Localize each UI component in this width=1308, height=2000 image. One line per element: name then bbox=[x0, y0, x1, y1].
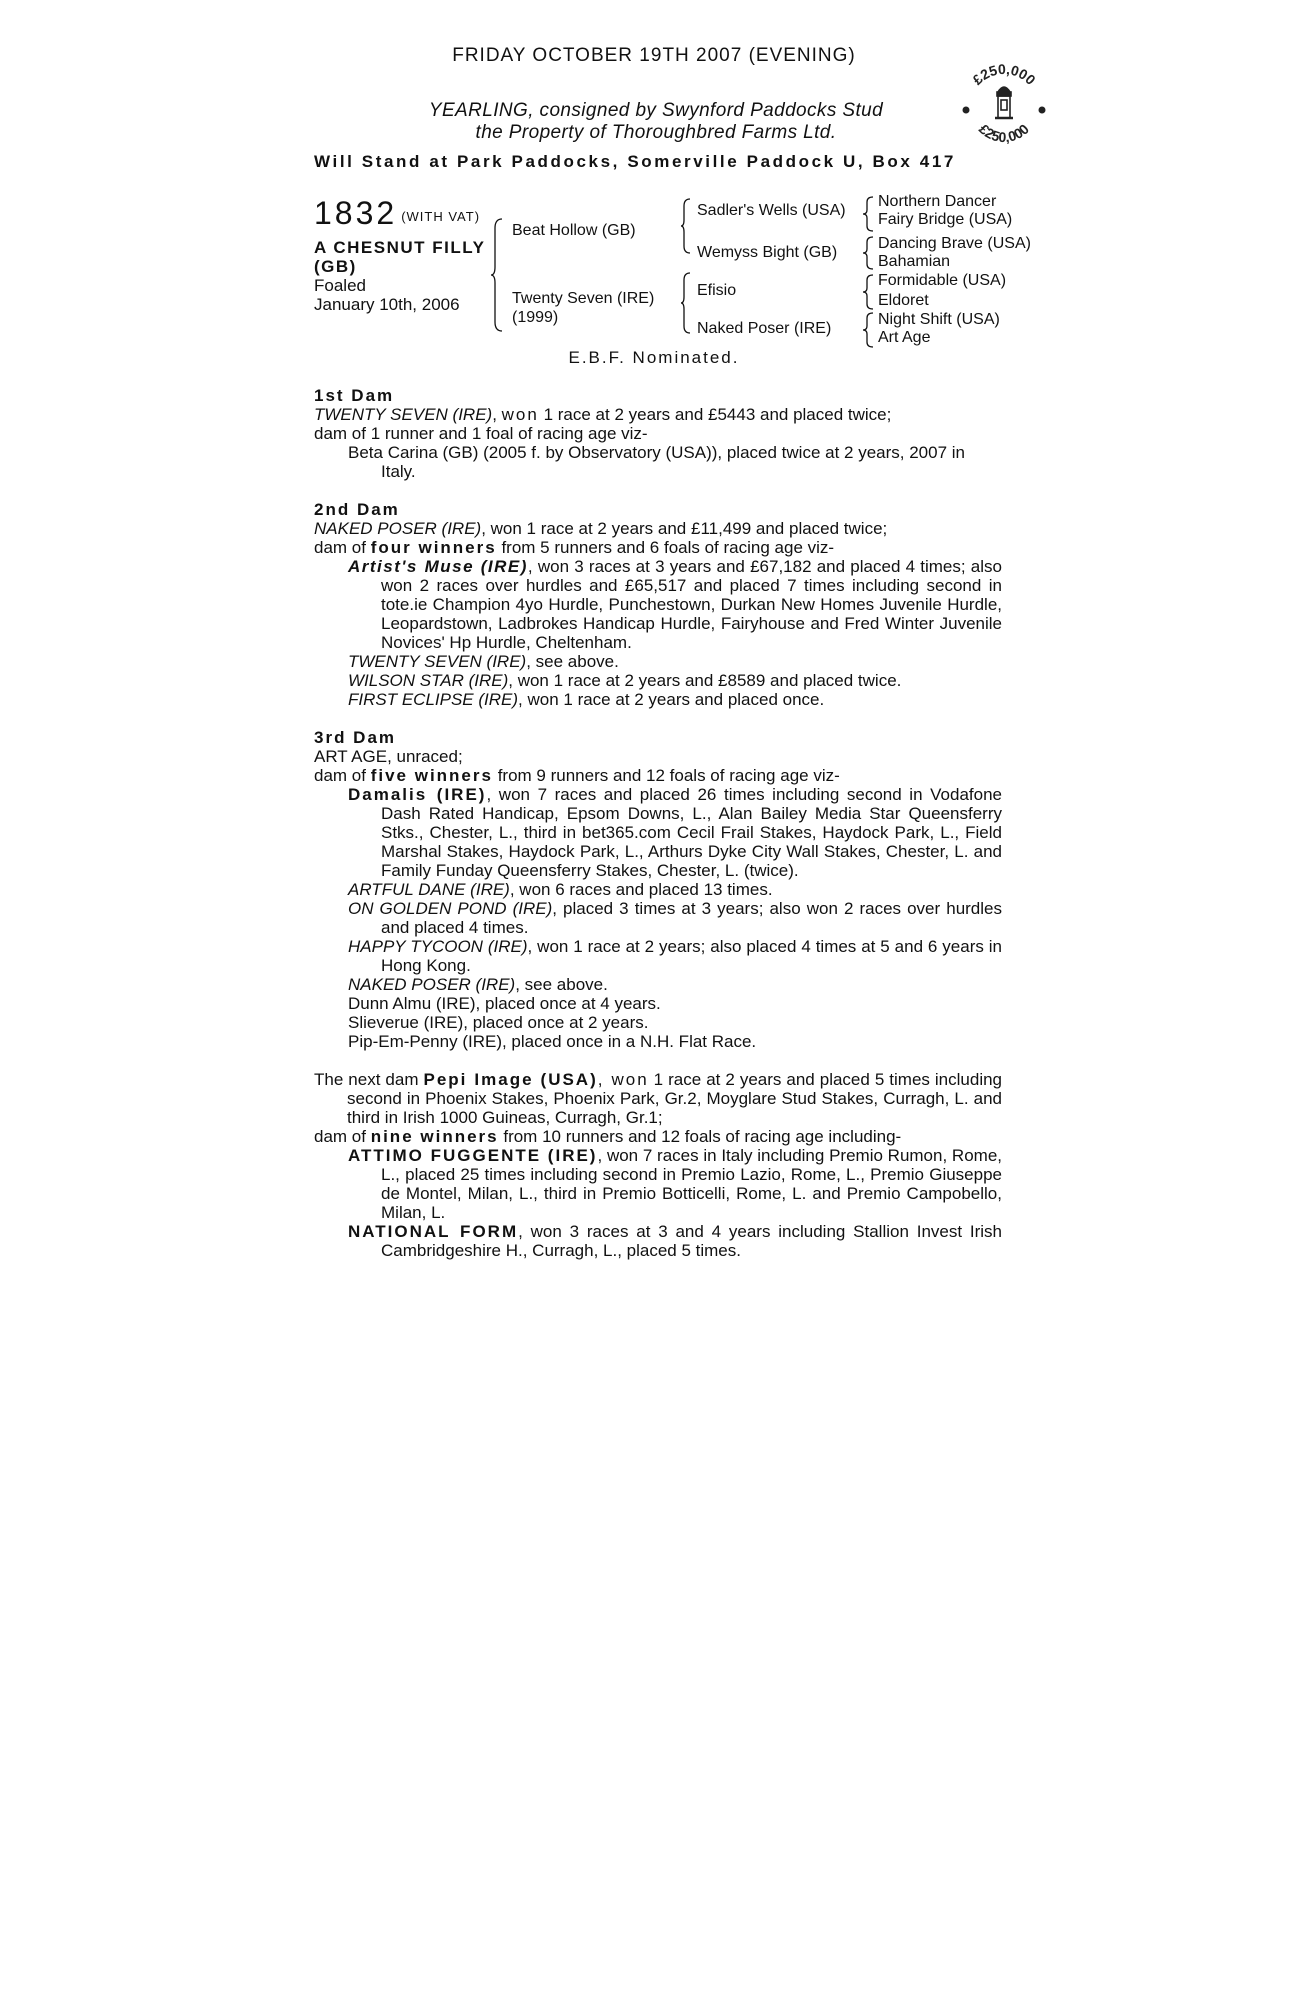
third-dam-progeny-6: Dunn Almu (IRE), placed once at 4 years. bbox=[348, 994, 661, 1013]
first-dam-section bbox=[314, 386, 1002, 481]
price-stamp-seal bbox=[958, 62, 1050, 154]
next-dam-progeny-1 bbox=[314, 1146, 1002, 1222]
pedigree-brace bbox=[680, 198, 692, 254]
progeny-record: , won 6 races and placed 13 times. bbox=[509, 880, 773, 899]
pedigree-g3-6: Eldoret bbox=[878, 292, 929, 309]
stamp-text-bottom: £250,000 bbox=[976, 120, 1032, 146]
progeny-record: , won 7 races and placed 26 times including second in Vodafone Dash Rated Handicap, Epsom Downs, L., Alan Bailey Media Star Queensferry Stks., Chester, L., third in bet365.com Cecil Frail Stakes, Haydock Park, L., Field Marshal Stakes, Haydock Park, L., Arthurs Dyke City Wall Stakes, Chester, L. and Family Funday Queensferry Stakes, Chester, L. (twice). bbox=[381, 785, 1002, 880]
pedigree-brace bbox=[862, 236, 875, 270]
produce-prefix: dam of bbox=[314, 538, 371, 557]
second-dam-heading: 2nd Dam bbox=[314, 500, 400, 519]
next-dam-section bbox=[314, 1070, 1002, 1260]
second-dam-progeny-2 bbox=[314, 652, 1002, 671]
third-dam-progeny-4 bbox=[314, 937, 1002, 975]
first-dam-record-text: 1 race at 2 years and £5443 and placed twice; bbox=[538, 405, 892, 424]
first-dam-progeny-1: Beta Carina (GB) (2005 f. by Observatory (USA)), placed twice at 2 years, 2007 in bbox=[348, 443, 965, 462]
third-dam-produce bbox=[314, 766, 1002, 785]
winners-count: five winners bbox=[370, 766, 493, 785]
next-dam-won-word: , won bbox=[597, 1070, 649, 1089]
pedigree-brace bbox=[862, 312, 875, 348]
consignment-line-2: the Property of Thoroughbred Farms Ltd. bbox=[475, 122, 837, 143]
pedigree-dam-year: (1999) bbox=[512, 309, 559, 326]
progeny-record: , won 7 races in Italy including Premio Rumon, Rome, L., placed 25 times including second in Premio Lazio, Rome, L., Premio Giuseppe de Montel, Milan, L., third in Premio Botticelli, Rome, L. and Premio Campobello, Milan, L. bbox=[381, 1146, 1002, 1222]
second-dam-progeny-3 bbox=[314, 671, 1002, 690]
progeny-record: , see above. bbox=[526, 652, 619, 671]
third-dam-section bbox=[314, 728, 1002, 1051]
third-dam-progeny-7: Slieverue (IRE), placed once at 2 years. bbox=[348, 1013, 649, 1032]
pedigree-brace bbox=[862, 274, 875, 310]
progeny-name: ATTIMO FUGGENTE (IRE) bbox=[348, 1146, 598, 1165]
pedigree-dam-dam: Naked Poser (IRE) bbox=[697, 320, 832, 337]
second-dam-record bbox=[314, 519, 1002, 538]
horse-breed-origin: (GB) bbox=[314, 257, 357, 276]
stamp-text-top: £250,000 bbox=[969, 62, 1039, 88]
first-dam-produce: dam of 1 runner and 1 foal of racing age viz- bbox=[314, 424, 648, 443]
progeny-record: , placed 3 times at 3 years; also won 2 races over hurdles and placed 4 times. bbox=[381, 899, 1002, 937]
second-dam-progeny-1 bbox=[314, 557, 1002, 652]
progeny-name: WILSON STAR (IRE) bbox=[348, 671, 509, 690]
foaled-date: January 10th, 2006 bbox=[314, 295, 460, 314]
ebf-nomination: E.B.F. Nominated. bbox=[568, 348, 740, 367]
progeny-name: FIRST ECLIPSE (IRE) bbox=[348, 690, 519, 709]
third-dam-heading: 3rd Dam bbox=[314, 728, 397, 747]
second-dam-record-text: , won 1 race at 2 years and £11,499 and placed twice; bbox=[481, 519, 888, 538]
second-dam-progeny-4 bbox=[314, 690, 1002, 709]
consignment-line-1: YEARLING, consigned by Swynford Paddocks Stud bbox=[428, 100, 884, 121]
pedigree-g3-8: Art Age bbox=[878, 329, 931, 346]
pedigree-brace bbox=[862, 196, 875, 232]
third-dam-name: ART AGE, unraced; bbox=[314, 747, 463, 766]
pedigree-brace bbox=[490, 218, 504, 332]
produce-prefix: dam of bbox=[314, 766, 371, 785]
produce-prefix: dam of bbox=[314, 1127, 371, 1146]
next-dam-prefix: The next dam bbox=[314, 1070, 424, 1089]
pedigree-g3-1: Northern Dancer bbox=[878, 193, 997, 210]
consignment-block bbox=[300, 100, 1012, 144]
next-dam-name: Pepi Image (USA) bbox=[423, 1070, 598, 1089]
progeny-record: , see above. bbox=[515, 975, 608, 994]
first-dam-name: TWENTY SEVEN (IRE) bbox=[314, 405, 493, 424]
next-dam-produce bbox=[314, 1127, 1002, 1146]
pedigree-g3-7: Night Shift (USA) bbox=[878, 311, 1000, 328]
pedigree-dam: Twenty Seven (IRE) bbox=[512, 290, 655, 307]
progeny-record: , won 1 race at 2 years and placed once. bbox=[518, 690, 825, 709]
progeny-name: TWENTY SEVEN (IRE) bbox=[348, 652, 527, 671]
next-dam-record bbox=[314, 1070, 1002, 1127]
pedigree-sire: Beat Hollow (GB) bbox=[512, 222, 636, 239]
bell-tower-icon bbox=[995, 87, 1013, 118]
lot-number: 1832 bbox=[314, 195, 398, 231]
progeny-record: , won 1 race at 2 years and £8589 and placed twice. bbox=[508, 671, 902, 690]
pedigree-brace bbox=[680, 272, 692, 334]
pedigree-dam-sire: Efisio bbox=[697, 282, 737, 299]
first-dam-progeny-1-cont: Italy. bbox=[381, 462, 416, 481]
svg-text:£250,000 bbox=[976, 121, 1032, 146]
progeny-name: Damalis (IRE) bbox=[348, 785, 487, 804]
winners-count: four winners bbox=[370, 538, 497, 557]
progeny-name: NAKED POSER (IRE) bbox=[348, 975, 516, 994]
pedigree-g3-5: Formidable (USA) bbox=[878, 272, 1007, 289]
next-dam-progeny-2 bbox=[314, 1222, 1002, 1260]
second-dam-produce bbox=[314, 538, 1002, 557]
lot-number-row bbox=[314, 196, 485, 230]
progeny-record: , won 3 races at 3 and 4 years including Stallion Invest Irish Cambridgeshire H., Curragh, L., placed 5 times. bbox=[381, 1222, 1002, 1260]
third-dam-progeny-5 bbox=[314, 975, 1002, 994]
progeny-name: ARTFUL DANE (IRE) bbox=[348, 880, 510, 899]
third-dam-progeny-3 bbox=[314, 899, 1002, 937]
location-line: Will Stand at Park Paddocks, Somerville Paddock U, Box 417 bbox=[314, 152, 956, 171]
produce-suffix: from 10 runners and 12 foals of racing age including- bbox=[498, 1127, 902, 1146]
progeny-name: HAPPY TYCOON (IRE) bbox=[348, 937, 528, 956]
pedigree-sire-dam: Wemyss Bight (GB) bbox=[697, 244, 838, 261]
produce-suffix: from 9 runners and 12 foals of racing age viz- bbox=[492, 766, 840, 785]
second-dam-name: NAKED POSER (IRE) bbox=[314, 519, 482, 538]
third-dam-progeny-1 bbox=[314, 785, 1002, 880]
lot-identity bbox=[314, 196, 485, 314]
pedigree-g3-4: Bahamian bbox=[878, 253, 951, 270]
pedigree-g3-2: Fairy Bridge (USA) bbox=[878, 211, 1013, 228]
pedigree-g3-3: Dancing Brave (USA) bbox=[878, 235, 1031, 252]
second-dam-section bbox=[314, 500, 1002, 709]
page-header-date: FRIDAY OCTOBER 19TH 2007 (EVENING) bbox=[452, 45, 856, 66]
progeny-name: NATIONAL FORM bbox=[348, 1222, 519, 1241]
third-dam-progeny-8: Pip-Em-Penny (IRE), placed once in a N.H. Flat Race. bbox=[348, 1032, 757, 1051]
progeny-record: , won 1 race at 2 years; also placed 4 times at 5 and 6 years in Hong Kong. bbox=[381, 937, 1002, 975]
pedigree-sire-sire: Sadler's Wells (USA) bbox=[697, 202, 846, 219]
progeny-name: Artist's Muse (IRE) bbox=[348, 557, 528, 576]
catalogue-body bbox=[314, 386, 1002, 1279]
foaled-label: Foaled bbox=[314, 276, 366, 295]
first-dam-heading: 1st Dam bbox=[314, 386, 395, 405]
svg-text:£250,000 bbox=[969, 62, 1039, 88]
next-dam-record-text: 1 race at 2 years and placed 5 times including second in Phoenix Stakes, Phoenix Park, Gr.2, Moyglare Stud Stakes, Curragh, L. and third in Irish 1000 Guineas, Curragh, Gr.1; bbox=[347, 1070, 1003, 1127]
winners-count: nine winners bbox=[370, 1127, 499, 1146]
progeny-name: ON GOLDEN POND (IRE) bbox=[348, 899, 553, 918]
third-dam-progeny-2 bbox=[314, 880, 1002, 899]
first-dam-record: TWENTY SEVEN (IRE), won 1 race at 2 years and £5443 and placed twice; bbox=[314, 405, 892, 424]
progeny-record: , won 3 races at 3 years and £67,182 and placed 4 times; also won 2 races over hurdles and £65,517 and placed 7 times including second in tote.ie Champion 4yo Hurdle, Punchestown, Durkan New Homes Juvenile Hurdle, Leopardstown, Ladbrokes Handicap Hurdle, Fairyhouse and Fred Winter Juvenile Novices' Hp Hurdle, Cheltenham. bbox=[381, 557, 1002, 652]
first-dam-won-word: won bbox=[501, 405, 539, 424]
horse-description: A CHESNUT FILLY bbox=[314, 238, 486, 257]
produce-suffix: from 5 runners and 6 foals of racing age viz- bbox=[496, 538, 835, 557]
vat-note: (WITH VAT) bbox=[401, 209, 481, 224]
